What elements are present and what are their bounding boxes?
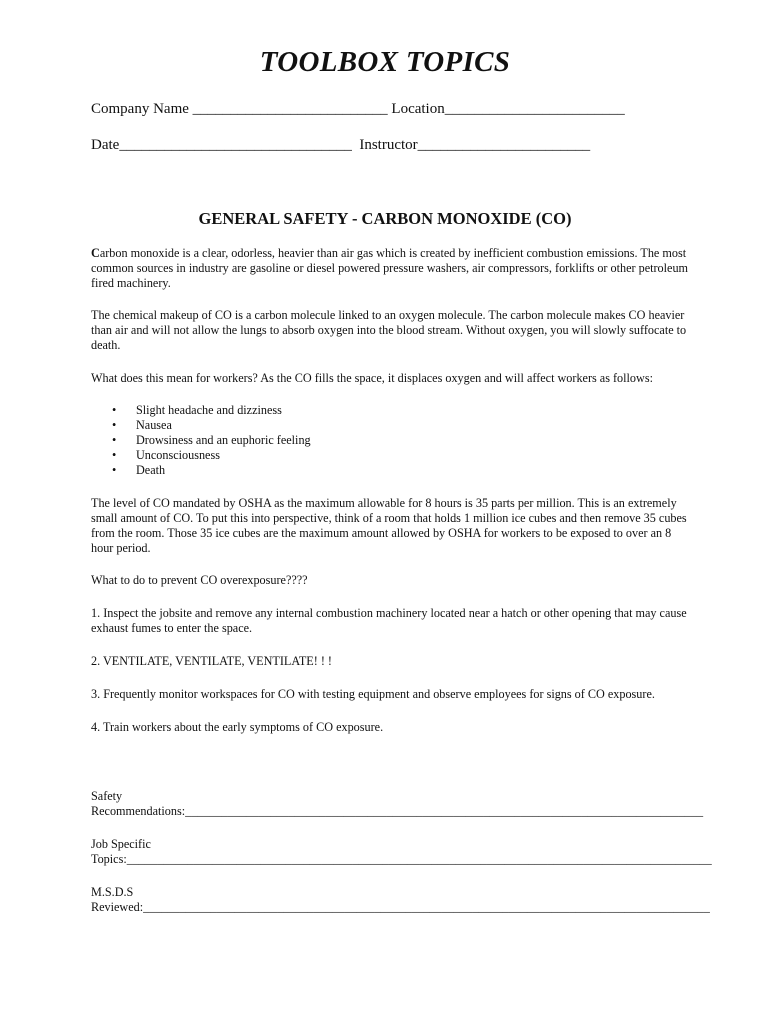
symptom-text: Slight headache and dizziness — [136, 403, 282, 417]
bullet-icon: • — [112, 448, 117, 462]
safety-recommendations-blank: _____________________________________________________________________________________ — [185, 804, 704, 818]
bullet-icon: • — [112, 418, 117, 432]
paragraph-workers-question: What does this mean for workers? As the CO fills the space, it displaces oxygen and will affect workers as follows: — [91, 371, 653, 385]
prevention-step-4: 4. Train workers about the early symptoms of CO exposure. — [91, 720, 384, 734]
bullet-icon: • — [112, 403, 117, 417]
symptom-text: Death — [136, 463, 166, 477]
symptoms-list — [91, 403, 691, 478]
list-item — [91, 403, 691, 418]
instructor-blank: _______________________ — [417, 137, 591, 153]
company-name-label: Company Name — [91, 101, 189, 117]
company-name-blank: __________________________ — [192, 101, 388, 117]
header-line-company-location — [91, 101, 625, 118]
job-specific-label-line2: Topics: — [91, 852, 127, 866]
page-title: TOOLBOX TOPICS — [259, 46, 511, 78]
list-item — [91, 433, 691, 448]
date-label: Date — [91, 137, 120, 153]
instructor-label: Instructor — [359, 137, 418, 153]
safety-recommendations-field — [91, 789, 704, 819]
prevention-step-2: 2. VENTILATE, VENTILATE, VENTILATE! ! ! — [91, 654, 332, 668]
list-item — [91, 418, 691, 433]
symptom-text: Unconsciousness — [136, 448, 220, 462]
paragraph-prevention-heading: What to do to prevent CO overexposure???? — [91, 573, 308, 587]
date-blank: _______________________________ — [119, 137, 352, 153]
prevention-step-3: 3. Frequently monitor workspaces for CO with testing equipment and observe employees for signs of CO exposure. — [91, 687, 655, 701]
job-specific-label-line1: Job Specific — [91, 837, 151, 851]
msds-label-line2: Reviewed: — [91, 900, 144, 914]
location-label: Location — [391, 101, 445, 117]
safety-recommendations-label-line2: Recommendations: — [91, 804, 186, 818]
bullet-icon: • — [112, 463, 117, 477]
paragraph-chemistry: The chemical makeup of CO is a carbon molecule linked to an oxygen molecule. The carbon molecule makes CO heavier than air and will not allow the lungs to absorb oxygen into the blood stream. Without oxygen, you will slowly suffocate to death. — [91, 308, 687, 352]
msds-reviewed-field — [91, 885, 710, 915]
msds-label-line1: M.S.D.S — [91, 885, 134, 899]
symptom-text: Nausea — [136, 418, 172, 432]
list-item — [91, 463, 691, 478]
location-blank: ________________________ — [444, 101, 625, 117]
bullet-icon: • — [112, 433, 117, 447]
prevention-step-1: 1. Inspect the jobsite and remove any internal combustion machinery located near a hatch or other opening that may cause exhaust fumes to enter the space. — [91, 606, 687, 635]
paragraph-intro-first-letter: C — [91, 246, 100, 260]
symptom-text: Drowsiness and an euphoric feeling — [136, 433, 311, 447]
paragraph-intro — [91, 246, 691, 291]
safety-recommendations-label-line1: Safety — [91, 789, 123, 803]
header-line-date-instructor — [91, 137, 590, 154]
msds-blank: _____________________________________________________________________________________________ — [143, 900, 710, 914]
job-specific-topics-field — [91, 837, 712, 867]
paragraph-osha-limit: The level of CO mandated by OSHA as the maximum allowable for 8 hours is 35 parts per million. This is an extremely small amount of CO. To put this into perspective, think of a room that holds 1 million ice cubes and then remove 35 cubes from the room. Those 35 ice cubes are the maximum amount allowed by OSHA for workers to be exposed to over an 8 hour period. — [91, 496, 687, 555]
list-item — [91, 448, 691, 463]
section-title: GENERAL SAFETY - CARBON MONOXIDE (CO) — [198, 209, 572, 228]
paragraph-intro-text: arbon monoxide is a clear, odorless, heavier than air gas which is created by inefficient combustion emissions. The most common sources in industry are gasoline or diesel powered pressure washers, air compressors, forklifts or other petroleum fired machinery. — [91, 246, 689, 290]
job-specific-blank: ________________________________________________________________________________________________ — [126, 852, 712, 866]
